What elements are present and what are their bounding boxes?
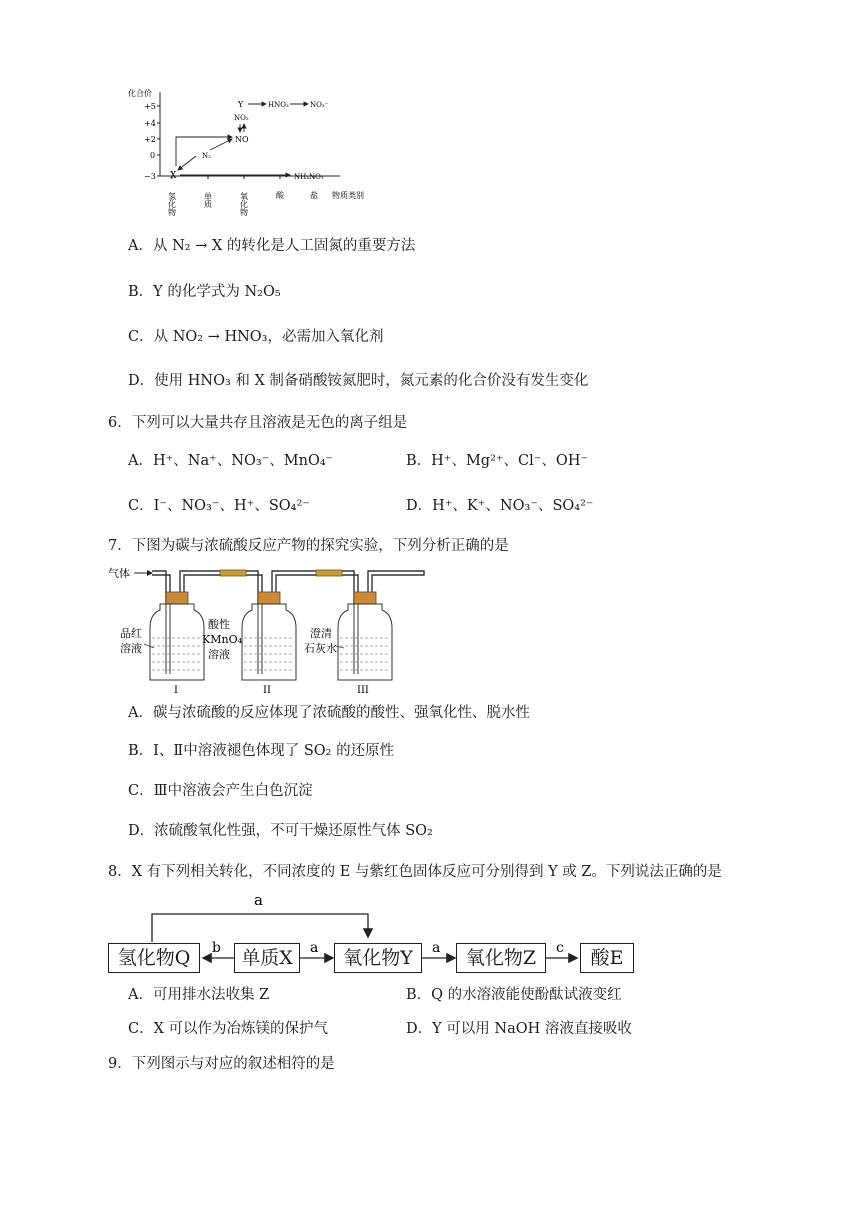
flow-box-oxide-y: 氧化物Y [334,943,422,973]
node-x: X [170,171,177,181]
bottle2-label-2: KMnO₄ [202,633,242,646]
flow-label-top-a: a [254,891,263,909]
flow-label-a1: a [310,940,319,956]
q5-option-c[interactable]: C．从 NO₂ → HNO₃，必需加入氧化剂 [128,329,384,345]
q8-option-d[interactable]: D．Y 可以用 NaOH 溶液直接吸收 [406,1021,632,1037]
q7-option-c[interactable]: C．Ⅲ中溶液会产生白色沉淀 [128,783,313,799]
node-no3: NO₃⁻ [310,101,329,109]
bottle3-numeral: III [357,685,369,694]
bottle1-label-2: 溶液 [120,642,142,655]
node-no2: NO₂ [234,114,249,122]
x-label-element: 单质 [203,192,213,208]
q8-option-b[interactable]: B．Q 的水溶液能使酚酞试液变红 [406,987,622,1003]
q7-option-a[interactable]: A．碳与浓硫酸的反应体现了浓硫酸的酸性、强氧化性、脱水性 [128,705,530,721]
q8-option-a[interactable]: A．可用排水法收集 Z [128,987,270,1003]
q7-option-d[interactable]: D．浓硫酸氧化性强，不可干燥还原性气体 SO₂ [128,823,433,839]
gas-label: 气体 [108,567,130,580]
q5-option-a[interactable]: A．从 N₂ → X 的转化是人工固氮的重要方法 [128,238,416,254]
q9-stem: 9．下列图示与对应的叙述相符的是 [108,1056,335,1072]
q6-option-a[interactable]: A．H⁺、Na⁺、NO₃⁻、MnO₄⁻ [128,453,334,469]
q5-option-b[interactable]: B．Y 的化学式为 N₂O₅ [128,284,281,300]
bottle3-label-2: 石灰水 [304,642,337,655]
q6-option-b[interactable]: B．H⁺、Mg²⁺、Cl⁻、OH⁻ [406,453,589,469]
valence-class-diagram [120,84,380,224]
q6-option-d[interactable]: D．H⁺、K⁺、NO₃⁻、SO₄²⁻ [406,498,594,514]
q8-stem: 8．X 有下列相关转化，不同浓度的 E 与紫红色固体反应可分别得到 Y 或 Z。下列说法正确的是 [108,864,722,880]
flow-label-b: b [212,940,221,956]
bottle1-numeral: I [174,685,178,694]
q5-option-d[interactable]: D．使用 HNO₃ 和 X 制备硝酸铵氮肥时，氮元素的化合价没有发生变化 [128,373,589,389]
bottle3-label-1: 澄清 [310,627,332,640]
node-y: Y [238,100,244,109]
bottle2-numeral: II [263,685,271,694]
bottle1-label-1: 品红 [120,627,142,640]
y-axis-title: 化合价 [128,89,152,98]
y-tick-p5: +5 [144,102,156,111]
q6-option-c[interactable]: C．I⁻、NO₃⁻、H⁺、SO₄²⁻ [128,498,310,514]
flow-label-a2: a [432,940,441,956]
flow-box-element-x: 单质X [234,943,300,973]
gas-wash-apparatus [108,562,438,694]
q6-stem: 6．下列可以大量共存且溶液是无色的离子组是 [108,415,408,431]
node-hno3: HNO₃ [268,101,289,109]
flow-box-hydride-q: 氢化物Q [108,943,200,973]
y-tick-p2: +2 [144,135,156,144]
x-axis-title: 物质类别 [332,191,364,200]
q7-stem: 7．下图为碳与浓硫酸反应产物的探究实验，下列分析正确的是 [108,538,509,554]
y-tick-m3: −3 [144,172,156,181]
x-label-salt: 盐 [310,191,318,200]
node-no: NO [235,135,249,144]
flow-box-acid-e: 酸E [580,943,634,973]
bottle2-label-3: 溶液 [208,648,230,661]
q7-option-b[interactable]: B．Ⅰ、Ⅱ中溶液褪色体现了 SO₂ 的还原性 [128,743,395,759]
node-n2: N₂ [202,152,211,160]
x-label-hydride: 氢化物 [167,192,177,216]
flow-label-c: c [556,940,564,956]
y-tick-0: 0 [150,151,156,160]
x-label-oxide: 氧化物 [239,192,249,216]
y-tick-p4: +4 [144,119,156,128]
q8-option-c[interactable]: C．X 可以作为冶炼镁的保护气 [128,1021,329,1037]
flow-box-oxide-z: 氧化物Z [456,943,546,973]
node-nh4no3: NH₄NO₃ [294,173,324,181]
bottle2-label-1: 酸性 [208,618,230,631]
x-label-acid: 酸 [276,191,284,200]
